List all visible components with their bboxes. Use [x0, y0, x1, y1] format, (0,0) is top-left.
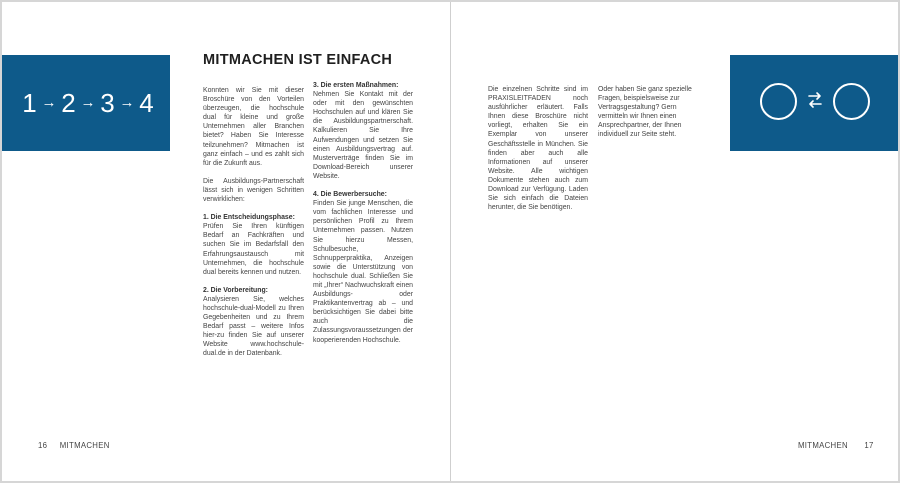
circle-icon	[833, 83, 870, 120]
left-column-2	[313, 81, 413, 354]
circle-icon	[760, 83, 797, 120]
page-title: MITMACHEN IST EINFACH	[203, 52, 393, 68]
exchange-banner	[730, 55, 898, 151]
step-3-heading: 3. Die ersten Maßnahmen:	[313, 82, 399, 89]
guide-paragraph: Die einzelnen Schritte sind im PRAXISLEITFADEN noch ausführlicher erläutert. Falls Ihnen diese Broschüre nicht vorliegt, erhalten Sie ein Exemplar von unserer Geschäftsstelle in München. Sie finden aber auch alle Informationen auf unserer Website. Alle wichtigen Dokumente stehen auch zum Download zur Verfügung. Laden Sie sich einfach die Dateien herunter, die Sie benötigen.	[488, 86, 588, 212]
contact-paragraph: Oder haben Sie ganz spezielle Fragen, beispielsweise zur Vertragsgestaltung? Gern vermitteln wir Ihnen einen Ansprechpartner, der Ihnen individuell zur Seite steht.	[598, 86, 692, 139]
step-2-heading: 2. Die Vorbereitung:	[203, 286, 268, 294]
exchange-graphic	[760, 82, 870, 122]
page-gutter	[450, 2, 451, 481]
step-1-heading: 1. Die Entscheidungsphase:	[203, 214, 295, 222]
step-4-heading: 4. Die Bewerbersuche:	[313, 191, 387, 199]
exchange-arrows-icon	[807, 91, 823, 109]
step-number-1: 1	[22, 88, 37, 118]
steps-banner	[2, 55, 170, 151]
steps-sequence	[20, 85, 160, 121]
left-page-footer	[38, 441, 110, 450]
section-label: MITMACHEN	[798, 441, 848, 450]
right-column-1	[488, 85, 588, 221]
step-1-text: Prüfen Sie Ihren künftigen Bedarf an Fachkräften und suchen Sie im Bedarfsfall den Erfahrungsaustausch mit Unternehmen, die hochschule dual bereits kennen und nutzen.	[203, 223, 304, 276]
step-number-4: 4	[139, 88, 154, 118]
lead-paragraph: Die Ausbildungs-Partnerschaft lässt sich in wenigen Schritten verwirklichen:	[203, 177, 304, 204]
step-1-section	[203, 213, 304, 277]
page-number: 17	[864, 441, 874, 450]
step-number-3: 3	[100, 88, 115, 118]
step-2-text: Analysieren Sie, welches hochschule-dual-Modell zu Ihren Gegebenheiten und zu Ihrem Bedarf passt – weitere Infos hier-zu finden Sie auf unserer Website www.hochschule-dual.de in der Datenbank.	[203, 295, 304, 358]
step-3-section	[313, 81, 413, 181]
arrow-right-icon: →	[41, 94, 57, 111]
step-4-section	[313, 190, 413, 345]
arrow-right-icon: →	[119, 94, 135, 111]
right-column-2	[598, 85, 698, 149]
step-4-text: Finden Sie junge Menschen, die vom fachlichen Interesse und persönlichen Profil zu Ihrem Unternehmen passen. Nutzen Sie hierzu Messen, Schulbesuche, Schnupperpraktika, Anzeigen sowie die Unterstützung von hochschule dual. Schließen Sie mit „Ihrer“ Nachwuchskraft einen Ausbildungs- oder Praktikantenvertrag ab – und berücksichtigen Sie dabei bitte auch die Zulassungsvoraussetzungen der kooperierenden Hochschule.	[313, 200, 413, 344]
intro-paragraph: Konnten wir Sie mit dieser Broschüre von den Vorteilen überzeugen, die hochschule dual für kleine und große Unternehmen aller Branchen bietet? Haben Sie Interesse teilzunehmen? Mitmachen ist ganz einfach – und es zahlt sich für die Zukunft aus.	[203, 87, 304, 167]
step-2-section	[203, 286, 304, 359]
step-3-text: Nehmen Sie Kontakt mit der oder mit den gewünschten Hochschulen auf und klären Sie die Ausbildungspartnerschaft. Kalkulieren Sie Ihre Aufwendungen und setzen Sie einen Ausbildungsvertrag auf. Musterverträge finden Sie im Download-Bereich unserer Website.	[313, 91, 413, 180]
right-page-footer	[798, 441, 874, 450]
step-number-2: 2	[61, 88, 76, 118]
arrow-right-icon: →	[80, 94, 96, 111]
section-label: MITMACHEN	[59, 441, 110, 450]
page-number: 16	[38, 441, 48, 450]
left-column-1	[203, 86, 304, 368]
